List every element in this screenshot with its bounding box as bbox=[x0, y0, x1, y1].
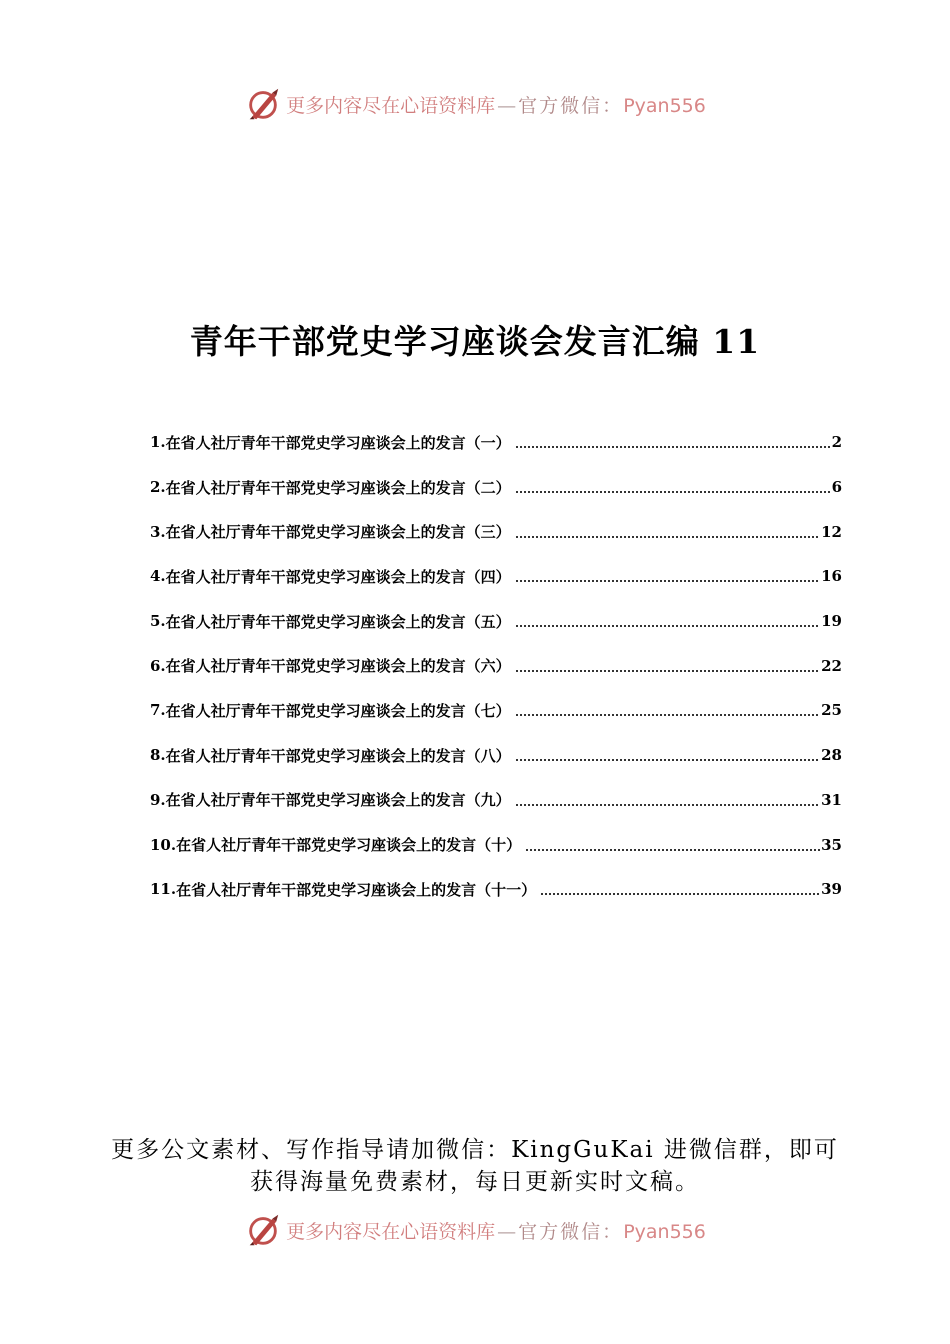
toc-entry-label: 在省人社厅青年干部党史学习座谈会上的发言（一） bbox=[165, 433, 511, 452]
toc-entry-label: 在省人社厅青年干部党史学习座谈会上的发言（六） bbox=[165, 657, 511, 676]
toc-entry-label: 在省人社厅青年干部党史学习座谈会上的发言（八） bbox=[165, 746, 511, 765]
watermark-text bbox=[286, 1217, 706, 1244]
document-title: 青年干部党史学习座谈会发言汇编 11 bbox=[189, 322, 761, 361]
pen-circle-logo-icon bbox=[244, 1211, 282, 1249]
watermark-wechat-id: Pyan556 bbox=[623, 1220, 706, 1243]
toc-entry-page: 31 bbox=[821, 790, 842, 809]
toc-entry-number: 10. bbox=[150, 835, 177, 854]
toc-entry-page: 22 bbox=[821, 656, 842, 675]
toc-entry[interactable] bbox=[150, 420, 842, 465]
toc-entry[interactable] bbox=[150, 688, 842, 733]
table-of-contents bbox=[150, 420, 842, 912]
toc-entry[interactable] bbox=[150, 867, 842, 912]
toc-entry-page: 12 bbox=[821, 522, 842, 541]
toc-dot-leader bbox=[515, 670, 820, 672]
toc-entry[interactable] bbox=[150, 778, 842, 823]
toc-dot-leader bbox=[515, 580, 820, 582]
watermark-dash: — bbox=[497, 94, 517, 117]
toc-entry-number: 1. bbox=[150, 433, 166, 452]
toc-dot-leader bbox=[515, 714, 820, 716]
toc-entry-number: 5. bbox=[150, 612, 166, 631]
toc-entry-page: 28 bbox=[821, 746, 842, 765]
toc-dot-leader bbox=[515, 491, 831, 493]
toc-entry-label: 在省人社厅青年干部党史学习座谈会上的发言（九） bbox=[165, 791, 511, 810]
toc-entry[interactable] bbox=[150, 643, 842, 688]
promo-text bbox=[0, 1134, 950, 1198]
toc-entry[interactable] bbox=[150, 733, 842, 778]
pen-circle-logo-icon bbox=[244, 85, 282, 123]
toc-dot-leader bbox=[515, 759, 820, 761]
toc-entry-page: 19 bbox=[821, 612, 842, 631]
toc-entry-number: 11. bbox=[150, 880, 177, 899]
toc-entry-label: 在省人社厅青年干部党史学习座谈会上的发言（十） bbox=[176, 836, 522, 855]
toc-entry[interactable] bbox=[150, 822, 842, 867]
toc-entry-number: 9. bbox=[150, 790, 166, 809]
watermark-wechat-id: Pyan556 bbox=[623, 94, 706, 117]
toc-entry-label: 在省人社厅青年干部党史学习座谈会上的发言（三） bbox=[165, 523, 511, 542]
footer-watermark bbox=[0, 1208, 950, 1252]
toc-entry-number: 2. bbox=[150, 478, 166, 497]
toc-entry-page: 16 bbox=[821, 567, 842, 586]
toc-entry-label: 在省人社厅青年干部党史学习座谈会上的发言（十一） bbox=[176, 880, 537, 899]
watermark-main: 更多内容尽在心语资料库 bbox=[286, 94, 496, 117]
watermark-dash: — bbox=[497, 1220, 517, 1243]
toc-entry-page: 35 bbox=[821, 835, 842, 854]
toc-dot-leader bbox=[525, 849, 820, 851]
toc-entry-number: 8. bbox=[150, 746, 166, 765]
toc-entry-page: 2 bbox=[831, 433, 842, 452]
toc-entry-label: 在省人社厅青年干部党史学习座谈会上的发言（二） bbox=[165, 478, 511, 497]
toc-entry-number: 3. bbox=[150, 522, 166, 541]
toc-entry-label: 在省人社厅青年干部党史学习座谈会上的发言（四） bbox=[165, 567, 511, 586]
header-watermark bbox=[0, 82, 950, 126]
toc-entry[interactable] bbox=[150, 465, 842, 510]
watermark-main: 更多内容尽在心语资料库 bbox=[286, 1220, 496, 1243]
toc-entry-number: 4. bbox=[150, 567, 166, 586]
toc-entry[interactable] bbox=[150, 509, 842, 554]
toc-entry-number: 6. bbox=[150, 656, 166, 675]
toc-entry-label: 在省人社厅青年干部党史学习座谈会上的发言（五） bbox=[165, 612, 511, 631]
toc-entry-number: 7. bbox=[150, 701, 166, 720]
watermark-official: 官方微信： bbox=[518, 94, 624, 117]
toc-entry[interactable] bbox=[150, 599, 842, 644]
toc-dot-leader bbox=[540, 893, 820, 895]
toc-dot-leader bbox=[515, 446, 831, 448]
toc-entry[interactable] bbox=[150, 554, 842, 599]
promo-line-2: 获得海量免费素材，每日更新实时文稿。 bbox=[250, 1169, 700, 1195]
toc-entry-page: 25 bbox=[821, 701, 842, 720]
watermark-official: 官方微信： bbox=[518, 1220, 624, 1243]
toc-dot-leader bbox=[515, 536, 820, 538]
promo-line-1: 更多公文素材、写作指导请加微信：KingGuKai 进微信群，即可 bbox=[111, 1137, 839, 1163]
toc-entry-label: 在省人社厅青年干部党史学习座谈会上的发言（七） bbox=[165, 701, 511, 720]
watermark-text bbox=[286, 91, 706, 118]
toc-entry-page: 6 bbox=[831, 478, 842, 497]
toc-dot-leader bbox=[515, 804, 820, 806]
toc-dot-leader bbox=[515, 625, 820, 627]
toc-entry-page: 39 bbox=[821, 880, 842, 899]
